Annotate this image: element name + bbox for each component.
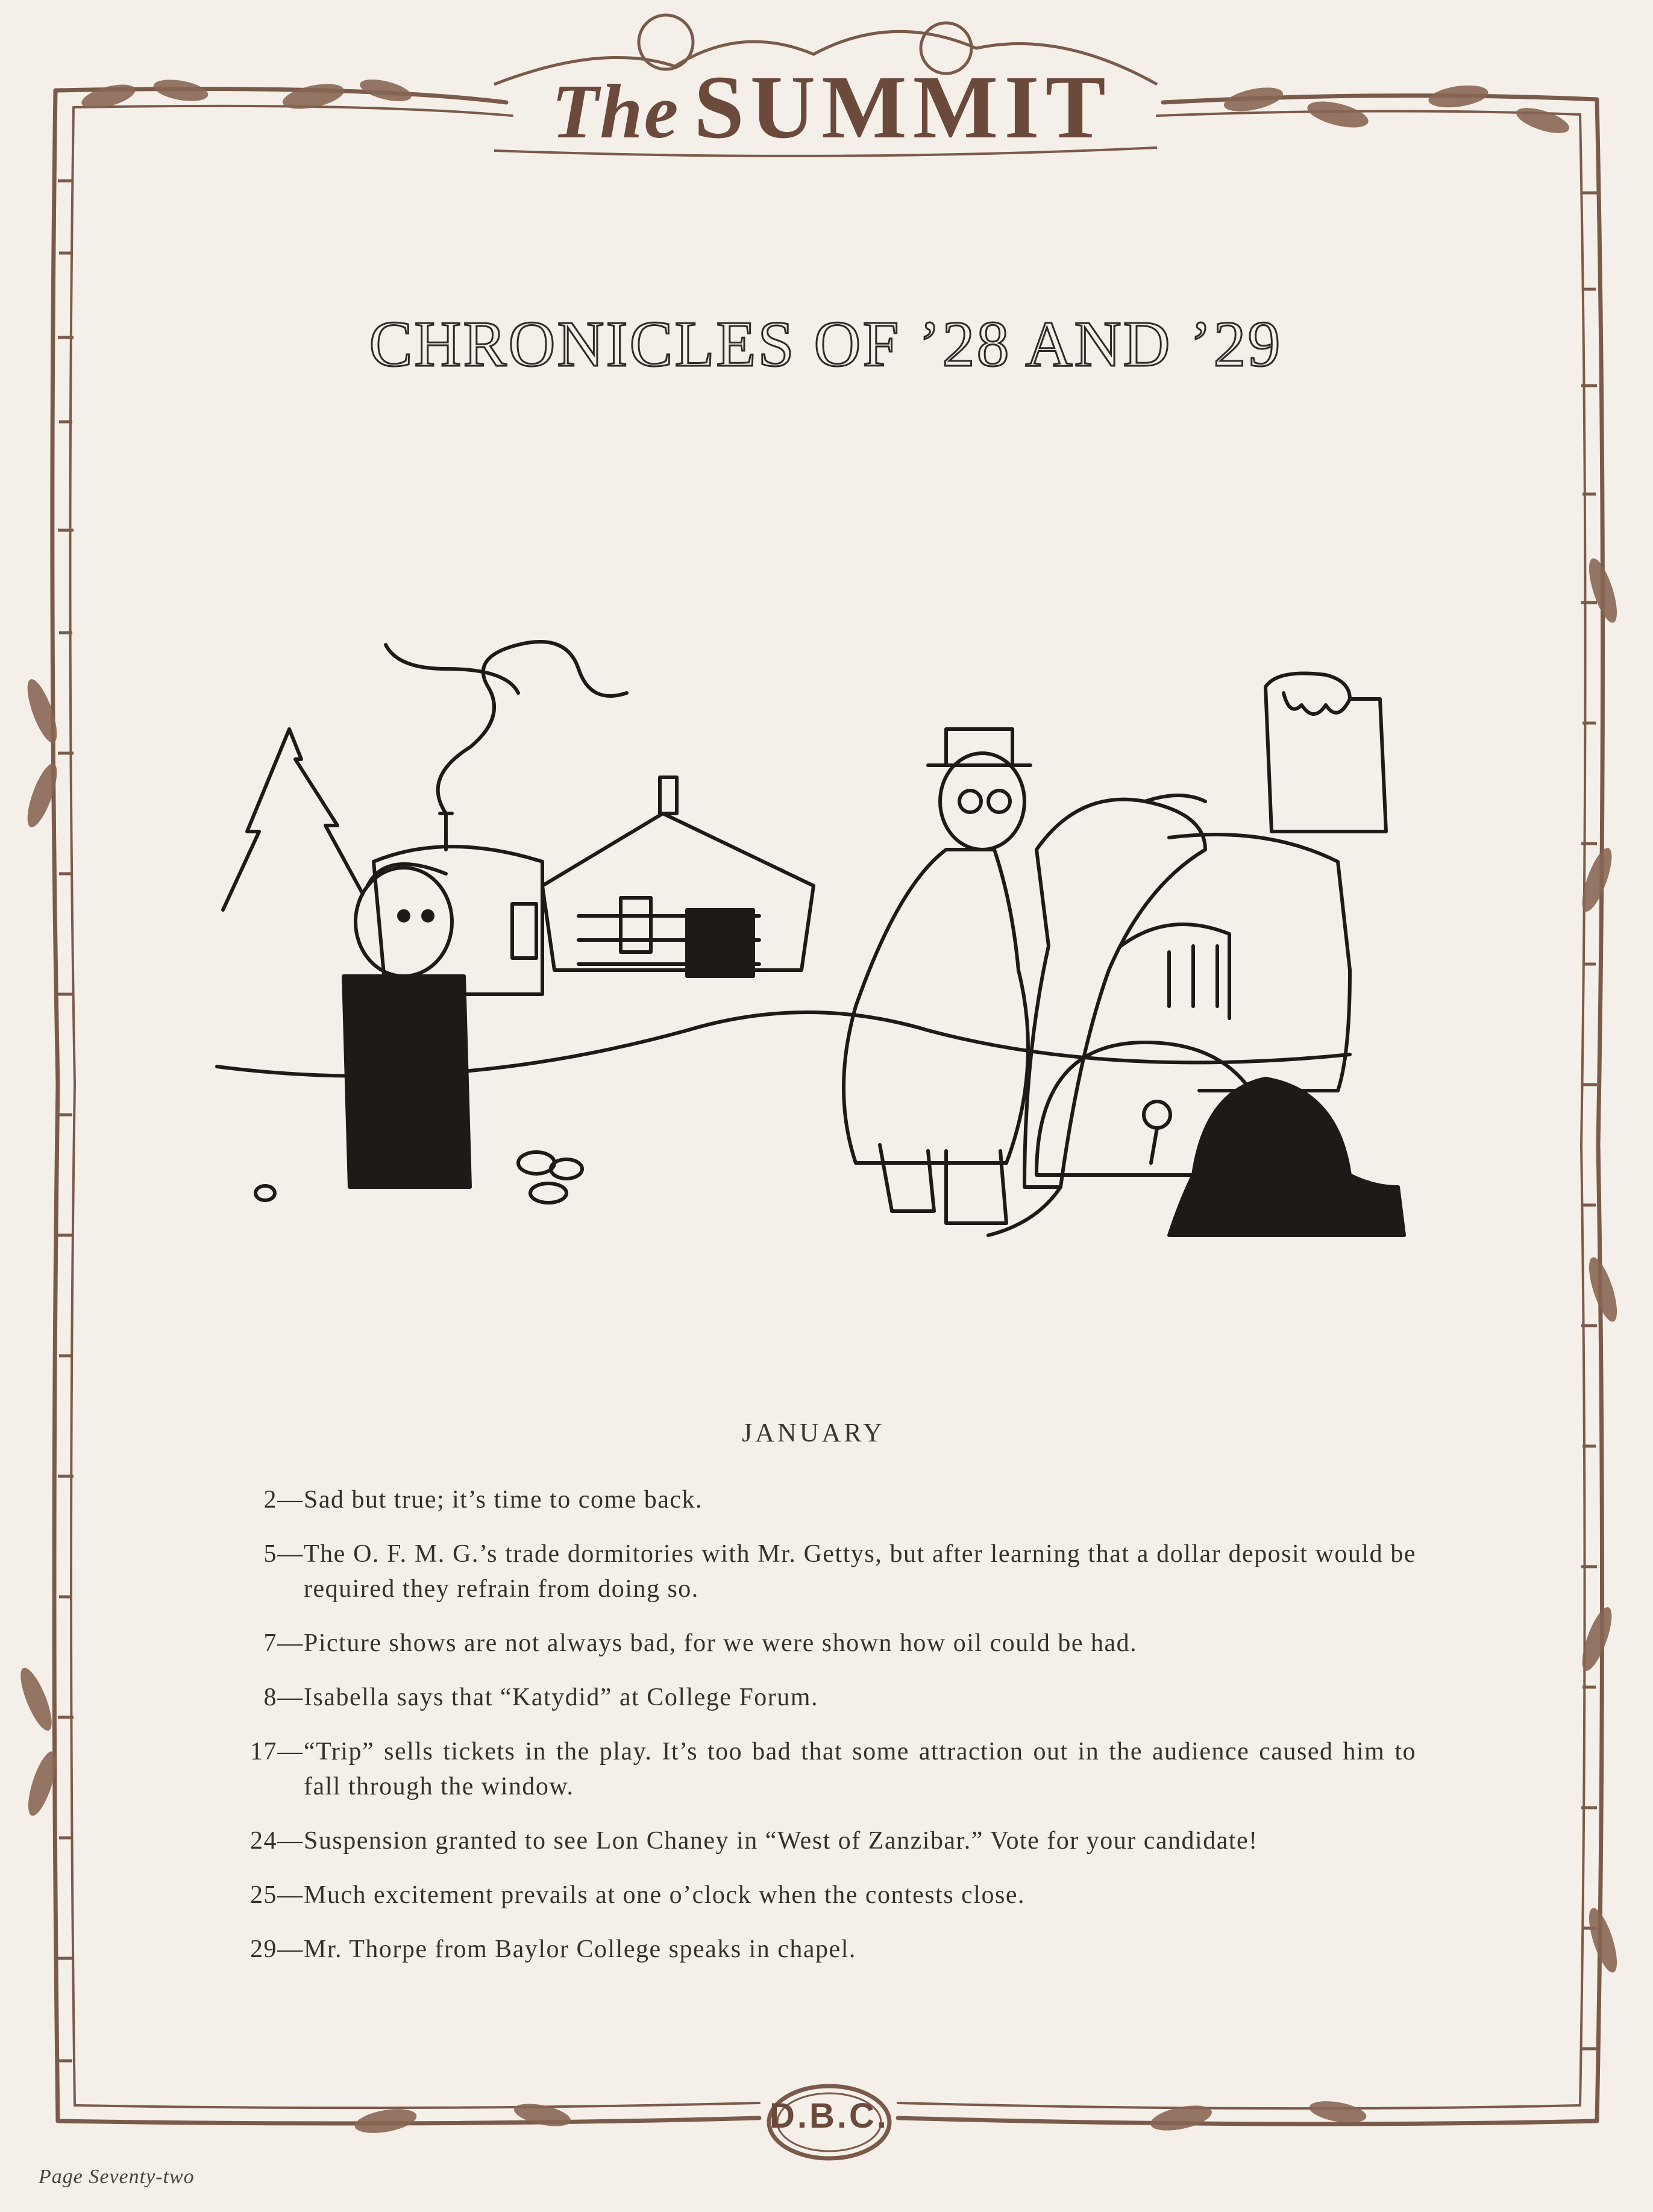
entry-text: Isabella says that “Katydid” at College Forum. [304,1684,818,1711]
entry-text: Sad but true; it’s time to come back. [304,1486,703,1514]
masthead-the: The [551,69,680,154]
list-item [205,1878,1416,1913]
entry-dash: — [277,1881,304,1909]
entry-text: “Trip” sells tickets in the play. It’s too bad that some attraction out in the audience caused him to fall through the window. [304,1738,1416,1800]
entry-text: The O. F. M. G.’s trade dormitories with Mr. Gettys, but after learning that a dollar deposit would be required they refrain from doing so. [304,1540,1416,1603]
masthead-logo [482,55,1181,170]
entry-text: Suspension granted to see Lon Chaney in “West of Zanzibar.” Vote for your candidate! [304,1827,1258,1855]
seal-text: D.B.C. [770,2096,889,2135]
entry-text: Much excitement prevails at one o’clock when the contests close. [304,1881,1025,1909]
list-item [205,1823,1416,1858]
entry-text: Picture shows are not always bad, for we were shown how oil could be had. [304,1629,1138,1657]
entry-day: 17 [250,1738,277,1766]
month-heading: JANUARY [742,1418,885,1447]
entry-dash: — [277,1486,304,1514]
winter-cartoon-illustration [205,633,1422,1259]
list-item [205,1537,1416,1606]
entry-day: 7 [263,1629,277,1657]
entry-dash: — [277,1935,304,1963]
masthead-summit: SUMMIT [694,57,1112,157]
entry-day: 5 [263,1540,277,1568]
list-item [205,1734,1416,1804]
entry-day: 8 [263,1684,277,1711]
entry-dash: — [277,1629,304,1657]
entry-text: Mr. Thorpe from Baylor College speaks in chapel. [304,1935,856,1963]
entry-dash: — [277,1684,304,1711]
list-item [205,1680,1416,1715]
entry-day: 29 [250,1935,277,1963]
entry-day: 2 [263,1486,277,1514]
entry-dash: — [277,1540,304,1568]
chronicle-entries [205,1482,1416,1986]
entry-dash: — [277,1827,304,1855]
page-number: Page Seventy-two [39,2166,195,2188]
entry-day: 25 [250,1881,277,1909]
page-title: CHRONICLES OF ’28 AND ’29 [369,309,1282,380]
entry-day: 24 [250,1827,277,1855]
list-item [205,1626,1416,1661]
list-item [205,1932,1416,1967]
list-item [205,1482,1416,1517]
entry-dash: — [277,1738,304,1766]
